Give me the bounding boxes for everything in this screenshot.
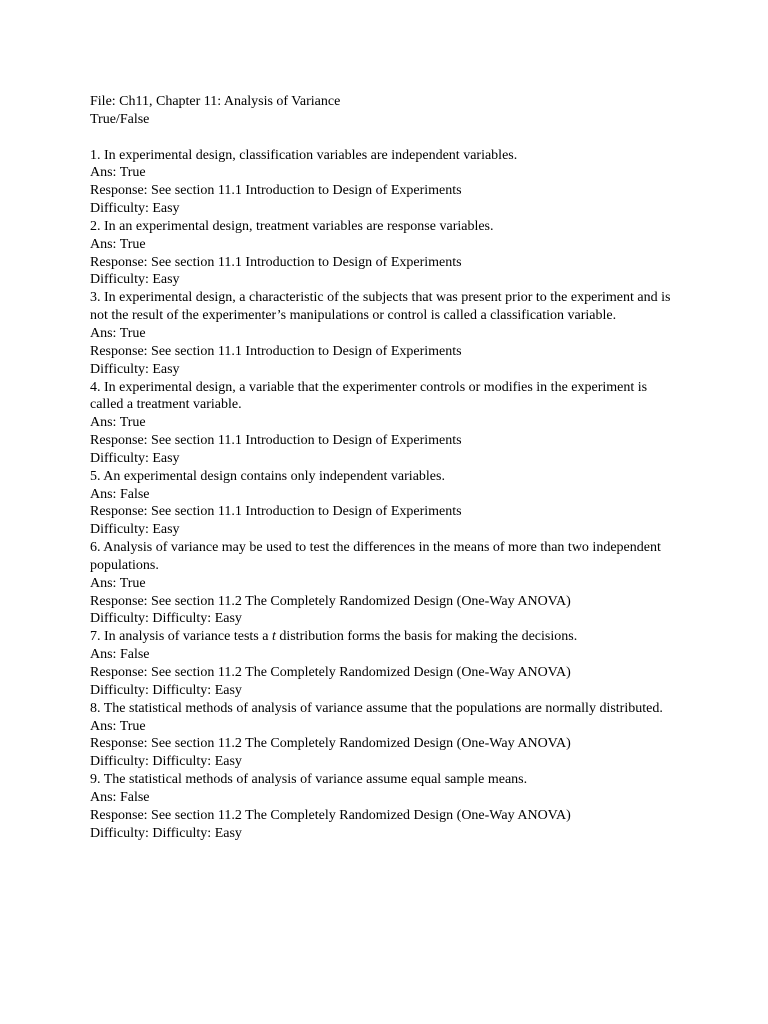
response-line: Response: See section 11.1 Introduction to Design of Experiments [90,433,462,449]
question-item [90,218,690,289]
answer-line: Ans: False [90,486,150,502]
question-text: 2. In an experimental design, treatment variables are response variables. [90,218,494,234]
answer-line: Ans: True [90,236,146,252]
question-text-italic-t: t [271,629,276,645]
response-line: Response: See section 11.1 Introduction to Design of Experiments [90,504,462,520]
response-line: Response: See section 11.2 The Completely Randomized Design (One-Way ANOVA) [90,593,571,609]
response-line: Response: See section 11.1 Introduction to Design of Experiments [90,343,462,359]
difficulty-line: Difficulty: Difficulty: Easy [90,754,242,770]
section-heading: True/False [90,111,150,127]
answer-line: Ans: True [90,575,146,591]
difficulty-line: Difficulty: Easy [90,522,180,538]
question-text: 5. An experimental design contains only independent variables. [90,468,445,484]
response-line: Response: See section 11.1 Introduction to Design of Experiments [90,183,462,199]
response-line: Response: See section 11.2 The Completely Randomized Design (One-Way ANOVA) [90,736,571,752]
difficulty-line: Difficulty: Easy [90,201,180,217]
difficulty-line: Difficulty: Difficulty: Easy [90,682,242,698]
question-text: 9. The statistical methods of analysis of variance assume equal sample means. [90,772,528,788]
answer-line: Ans: False [90,789,150,805]
question-item [90,539,690,628]
blank-line [90,129,690,147]
question-item [90,628,690,699]
question-text: 6. Analysis of variance may be used to test the differences in the means of more than two independent populations. [90,540,661,573]
answer-line: Ans: True [90,415,146,431]
question-text: 4. In experimental design, a variable that the experimenter controls or modifies in the experiment is called a treatment variable. [90,379,648,413]
question-item [90,289,690,378]
difficulty-line: Difficulty: Easy [90,361,180,377]
answer-line: Ans: True [90,165,146,181]
question-item [90,771,690,842]
question-text-start: 7. In analysis of variance tests a [90,629,272,645]
answer-line: Ans: True [90,718,146,734]
question-text: 3. In experimental design, a characteristic of the subjects that was present prior to the experiment and is not the result of the experimenter’s manipulations or control is called a classification variable. [90,290,671,324]
question-item [90,700,690,771]
answer-line: Ans: True [90,325,146,341]
response-line: Response: See section 11.2 The Completely Randomized Design (One-Way ANOVA) [90,807,571,823]
question-text: 8. The statistical methods of analysis of variance assume that the populations are normally distributed. [90,700,663,716]
document-page [90,93,690,842]
question-item [90,147,690,218]
answer-line: Ans: False [90,647,150,663]
question-item [90,379,690,468]
question-text-end: distribution forms the basis for making the decisions. [275,629,578,645]
difficulty-line: Difficulty: Easy [90,272,180,288]
question-text [90,628,682,646]
difficulty-line: Difficulty: Difficulty: Easy [90,825,242,841]
difficulty-line: Difficulty: Easy [90,450,180,466]
question-item [90,468,690,539]
response-line: Response: See section 11.1 Introduction to Design of Experiments [90,254,462,270]
response-line: Response: See section 11.2 The Completely Randomized Design (One-Way ANOVA) [90,665,571,680]
difficulty-line: Difficulty: Difficulty: Easy [90,611,242,627]
question-text: 1. In experimental design, classification variables are independent variables. [90,147,518,163]
file-title: File: Ch11, Chapter 11: Analysis of Variance [90,94,341,109]
